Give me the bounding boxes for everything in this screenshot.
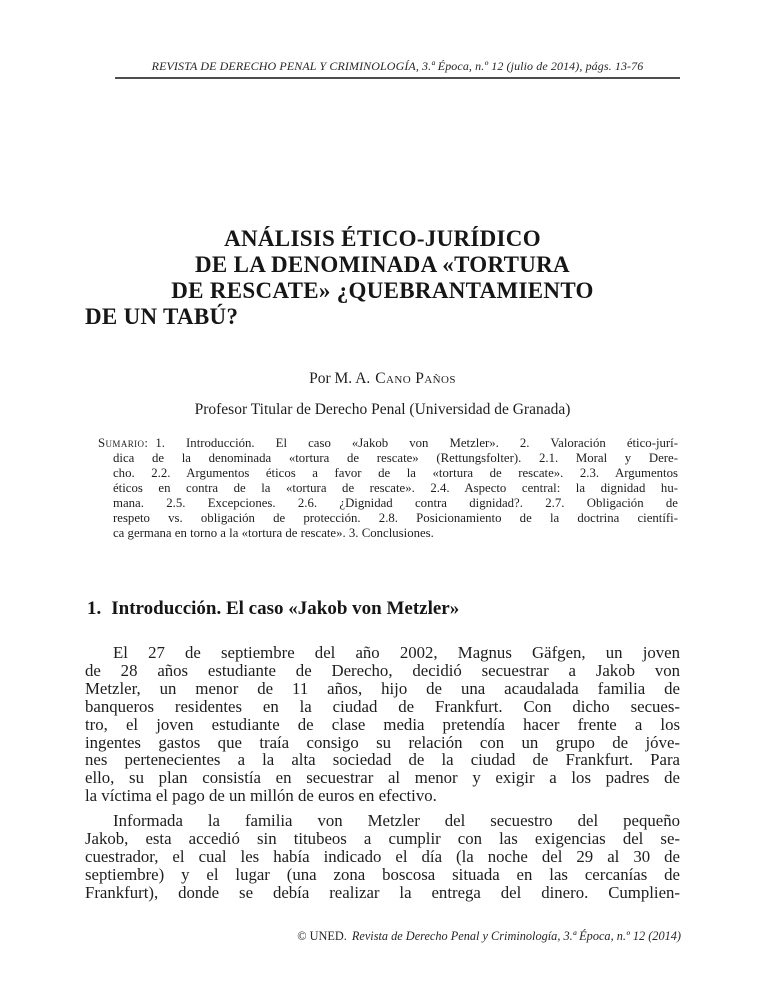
body-line: Metzler, un menor de 11 años, hijo de una acaudalada familia de [85,678,680,698]
author-prefix: Por M. A. [309,370,371,387]
summary-label: Sumario: [98,436,149,450]
author-line [85,370,680,388]
section-number: 1. [87,598,102,619]
summary-wrap-lines [98,451,678,541]
author-affiliation: Profesor Titular de Derecho Penal (Universidad de Granada) [194,401,571,418]
journal-citation: Revista de Derecho Penal y Criminología, 3.ª Época, n.º 12 (2014) [351,929,681,943]
body-line: septiembre) y el lugar (una zona boscosa situada en las cercanías de [85,864,680,884]
summary-line: respeto vs. obligación de protección. 2.8. Posicionamiento de la doctrina científi- [113,511,678,525]
body-paragraph [85,644,680,805]
summary-line: dica de la denominada «tortura de rescate» (Rettungsfolter). 2.1. Moral y Dere- [113,451,678,465]
summary-first-line-text: 1. Introducción. El caso «Jakob von Metzler». 2. Valoración ético-jurí- [155,436,678,450]
body-line: El 27 de septiembre del año 2002, Magnus Gäfgen, un joven [113,643,680,662]
body-line: banqueros residentes en la ciudad de Frankfurt. Con dicho secues- [85,696,680,716]
summary-first-line [98,436,678,451]
page-footer [85,929,681,944]
body-line: Informada la familia von Metzler del secuestro del pequeño [113,811,680,830]
summary-line: éticos en contra de la «tortura de rescate». 2.4. Aspecto central: la dignidad hu- [113,481,678,495]
article-title [85,226,680,330]
body-paragraph [85,812,680,902]
summary-line: mana. 2.5. Excepciones. 2.6. ¿Dignidad contra dignidad?. 2.7. Obligación de [113,496,678,510]
title-line: DE LA DENOMINADA «TORTURA [195,252,570,277]
body-line: ello, su plan consistía en secuestrar al menor y exigir a los padres de [85,768,680,788]
body-line: Jakob, esta accedió sin titubeos a cumplir con las exigencias del se- [85,828,680,848]
summary-block [98,436,678,541]
body-line: la víctima el pago de un millón de euros en efectivo. [85,786,437,806]
body-line: cuestrador, el cual les había indicado el día (la noche del 29 al 30 de [85,846,680,866]
body-line: nes pertenecientes a la alta sociedad de la ciudad de Frankfurt. Para [85,750,680,770]
title-line: DE UN TABÚ? [85,304,239,329]
body-line: de 28 años estudiante de Derecho, decidió secuestrar a Jakob von [85,660,680,680]
author-name: Cano Paños [375,370,456,387]
section-heading [87,597,682,620]
title-line: ANÁLISIS ÉTICO-JURÍDICO [224,226,541,251]
copyright-label: © UNED. [297,929,347,943]
body-line: tro, el joven estudiante de clase media pretendía hacer frente a los [85,714,680,734]
section-heading-text: Introducción. El caso «Jakob von Metzler» [111,598,460,619]
body-line: ingentes gastos que traía consigo su relación con un grupo de jóve- [85,732,680,752]
summary-line: cho. 2.2. Argumentos éticos a favor de la «tortura de rescate». 2.3. Argumentos [113,466,678,480]
title-line: DE RESCATE» ¿QUEBRANTAMIENTO [171,278,594,303]
running-header: REVISTA DE DERECHO PENAL Y CRIMINOLOGÍA, 3.ª Época, n.º 12 (julio de 2014), págs. 13-76 [115,59,680,79]
body-line: Frankfurt), donde se debía realizar la entrega del dinero. Cumplien- [85,882,680,902]
summary-line: ca germana en torno a la «tortura de rescate». 3. Conclusiones. [113,526,434,540]
